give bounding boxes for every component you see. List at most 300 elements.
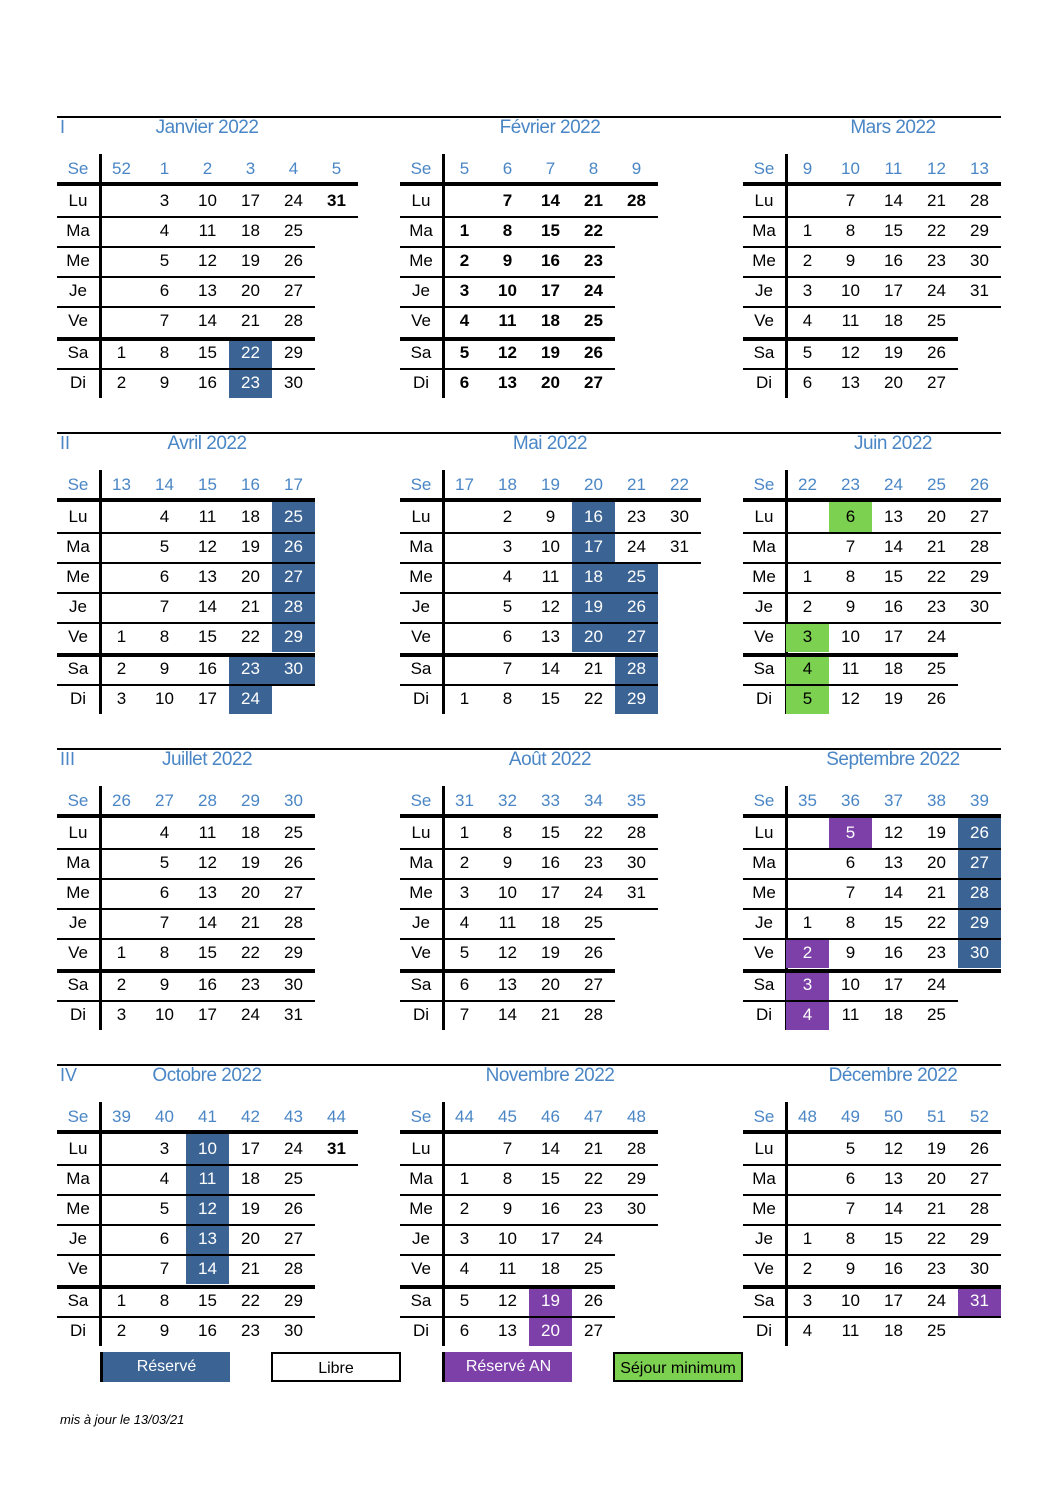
row-rule xyxy=(57,1254,315,1256)
day-cell: 14 xyxy=(541,659,560,678)
row-rule xyxy=(400,368,615,370)
day-cell: 4 xyxy=(159,507,170,526)
day-cell: 31 xyxy=(970,281,989,300)
week-number: 6 xyxy=(502,159,513,178)
day-cell: 13 xyxy=(884,853,903,872)
day-cell: 24 xyxy=(927,627,946,646)
day-cell: 8 xyxy=(502,689,513,708)
row-label-di: Di xyxy=(412,689,430,708)
row-rule xyxy=(57,592,315,594)
day-cell: 27 xyxy=(584,975,603,994)
row-rule xyxy=(400,878,658,880)
row-label-je: Je xyxy=(755,597,773,616)
header-rule xyxy=(400,182,658,186)
day-cell: 14 xyxy=(198,913,217,932)
day-cell: 14 xyxy=(884,1199,903,1218)
row-label-se: Se xyxy=(67,1107,89,1126)
day-cell: 11 xyxy=(498,311,517,330)
legend-minimum-stay: Séjour minimum xyxy=(613,1352,743,1382)
week-number: 13 xyxy=(112,475,131,494)
row-rule xyxy=(400,1224,658,1226)
day-cell: 13 xyxy=(198,567,217,586)
row-rule xyxy=(400,276,615,278)
row-label-sa: Sa xyxy=(67,659,89,678)
row-rule xyxy=(400,1194,658,1196)
row-label-di: Di xyxy=(755,1321,773,1340)
row-rule xyxy=(743,216,1001,218)
row-label-je: Je xyxy=(69,597,87,616)
day-cell: 6 xyxy=(459,1321,470,1340)
week-number: 4 xyxy=(288,159,299,178)
day-cell: 26 xyxy=(927,343,946,362)
day-cell: 9 xyxy=(502,853,513,872)
day-cell: 26 xyxy=(284,1199,303,1218)
day-cell: 18 xyxy=(572,562,615,592)
day-cell: 21 xyxy=(584,1139,603,1158)
week-number: 39 xyxy=(112,1107,131,1126)
row-label-je: Je xyxy=(412,281,430,300)
day-cell: 29 xyxy=(284,343,303,362)
row-label-lu: Lu xyxy=(754,507,774,526)
row-rule xyxy=(57,908,315,910)
row-rule xyxy=(400,562,701,564)
day-cell: 19 xyxy=(241,537,260,556)
day-cell: 27 xyxy=(272,562,315,592)
day-cell: 19 xyxy=(884,689,903,708)
week-number: 12 xyxy=(927,159,946,178)
month-title: Octobre 2022 xyxy=(152,1065,262,1086)
day-cell: 8 xyxy=(159,1291,170,1310)
day-cell: 22 xyxy=(229,338,272,368)
day-cell: 16 xyxy=(198,373,217,392)
row-label-lu: Lu xyxy=(411,1139,431,1158)
day-cell: 24 xyxy=(584,281,603,300)
row-label-me: Me xyxy=(409,567,433,586)
day-cell: 27 xyxy=(958,848,1001,878)
row-label-me: Me xyxy=(752,251,776,270)
day-cell: 22 xyxy=(241,943,260,962)
day-cell: 10 xyxy=(841,627,860,646)
day-cell: 7 xyxy=(502,1139,513,1158)
day-cell: 7 xyxy=(502,191,513,210)
day-cell: 10 xyxy=(498,281,517,300)
week-number: 18 xyxy=(498,475,517,494)
row-label-se: Se xyxy=(410,159,432,178)
row-label-ma: Ma xyxy=(66,1169,90,1188)
row-label-ve: Ve xyxy=(68,311,88,330)
day-cell: 2 xyxy=(116,1321,127,1340)
day-cell: 17 xyxy=(198,689,217,708)
row-rule xyxy=(57,562,315,564)
day-cell: 26 xyxy=(272,532,315,562)
day-cell: 20 xyxy=(541,373,560,392)
day-cell: 10 xyxy=(155,1005,174,1024)
row-rule xyxy=(57,1194,315,1196)
week-number: 13 xyxy=(970,159,989,178)
month-title: Mars 2022 xyxy=(850,117,936,138)
day-cell: 20 xyxy=(241,1229,260,1248)
day-cell: 24 xyxy=(229,684,272,714)
day-cell: 19 xyxy=(927,1139,946,1158)
week-number: 40 xyxy=(155,1107,174,1126)
weekend-rule xyxy=(57,969,315,973)
day-cell: 13 xyxy=(541,627,560,646)
row-rule xyxy=(743,684,958,686)
day-cell: 9 xyxy=(159,975,170,994)
day-cell: 8 xyxy=(502,1169,513,1188)
day-cell: 28 xyxy=(627,823,646,842)
header-rule xyxy=(743,498,1001,502)
day-cell: 27 xyxy=(615,622,658,652)
day-cell: 3 xyxy=(159,191,170,210)
day-cell: 9 xyxy=(159,373,170,392)
update-footnote: mis à jour le 13/03/21 xyxy=(60,1412,185,1427)
day-cell: 26 xyxy=(615,592,658,622)
day-cell: 24 xyxy=(284,1139,303,1158)
day-cell: 20 xyxy=(241,567,260,586)
day-cell: 3 xyxy=(459,1229,470,1248)
day-cell: 28 xyxy=(627,191,646,210)
day-cell: 4 xyxy=(502,567,513,586)
row-label-ve: Ve xyxy=(754,311,774,330)
row-label-di: Di xyxy=(69,373,87,392)
day-cell: 1 xyxy=(116,343,127,362)
day-cell: 21 xyxy=(541,1005,560,1024)
row-label-sa: Sa xyxy=(753,1291,775,1310)
day-cell: 9 xyxy=(845,943,856,962)
day-cell: 22 xyxy=(584,1169,603,1188)
day-cell: 8 xyxy=(159,943,170,962)
day-cell: 4 xyxy=(159,221,170,240)
day-cell: 5 xyxy=(159,853,170,872)
day-cell: 30 xyxy=(627,853,646,872)
row-label-ve: Ve xyxy=(754,943,774,962)
day-cell: 21 xyxy=(241,311,260,330)
day-cell: 28 xyxy=(615,654,658,684)
row-label-me: Me xyxy=(66,883,90,902)
day-cell: 4 xyxy=(802,311,813,330)
day-cell: 9 xyxy=(159,659,170,678)
row-label-je: Je xyxy=(412,1229,430,1248)
row-rule xyxy=(57,246,315,248)
day-cell: 1 xyxy=(116,943,127,962)
weekend-rule xyxy=(743,653,958,657)
week-number: 14 xyxy=(155,475,174,494)
day-cell: 5 xyxy=(802,343,813,362)
day-cell: 26 xyxy=(584,943,603,962)
day-cell: 24 xyxy=(584,1229,603,1248)
row-label-me: Me xyxy=(752,1199,776,1218)
day-cell: 20 xyxy=(927,1169,946,1188)
day-cell: 23 xyxy=(927,597,946,616)
weekend-rule xyxy=(400,337,615,341)
month-title: Novembre 2022 xyxy=(485,1065,615,1086)
day-cell: 17 xyxy=(541,1229,560,1248)
day-cell: 25 xyxy=(272,502,315,532)
header-rule xyxy=(743,814,1001,818)
day-cell: 5 xyxy=(502,597,513,616)
month-title: Août 2022 xyxy=(508,749,592,770)
row-label-lu: Lu xyxy=(411,191,431,210)
day-cell: 18 xyxy=(541,913,560,932)
day-cell: 28 xyxy=(272,592,315,622)
day-cell: 29 xyxy=(284,943,303,962)
day-cell: 31 xyxy=(284,1005,303,1024)
day-cell: 28 xyxy=(284,311,303,330)
day-cell: 31 xyxy=(327,1139,346,1158)
row-label-je: Je xyxy=(69,1229,87,1248)
day-cell: 25 xyxy=(284,221,303,240)
week-number: 47 xyxy=(584,1107,603,1126)
day-cell: 21 xyxy=(927,191,946,210)
day-cell: 11 xyxy=(498,1259,517,1278)
day-cell: 25 xyxy=(927,1321,946,1340)
week-number: 35 xyxy=(627,791,646,810)
day-cell: 5 xyxy=(159,1199,170,1218)
day-cell: 6 xyxy=(502,627,513,646)
day-cell: 29 xyxy=(970,567,989,586)
week-number: 21 xyxy=(627,475,646,494)
day-cell: 6 xyxy=(159,567,170,586)
row-label-sa: Sa xyxy=(753,975,775,994)
day-cell: 14 xyxy=(198,311,217,330)
day-cell: 31 xyxy=(958,1286,1001,1316)
week-number: 26 xyxy=(112,791,131,810)
row-rule xyxy=(400,1316,615,1318)
row-rule xyxy=(400,592,658,594)
header-rule xyxy=(743,1130,1001,1134)
month-title: Mai 2022 xyxy=(512,433,588,454)
row-label-sa: Sa xyxy=(410,1291,432,1310)
day-cell: 13 xyxy=(186,1224,229,1254)
day-cell: 23 xyxy=(584,251,603,270)
day-cell: 19 xyxy=(529,1286,572,1316)
day-cell: 16 xyxy=(884,1259,903,1278)
row-rule xyxy=(57,1224,315,1226)
row-rule xyxy=(743,532,1001,534)
day-cell: 16 xyxy=(884,251,903,270)
day-cell: 28 xyxy=(970,191,989,210)
row-label-ve: Ve xyxy=(411,943,431,962)
row-label-se: Se xyxy=(67,475,89,494)
day-cell: 17 xyxy=(572,532,615,562)
day-cell: 31 xyxy=(327,191,346,210)
day-cell: 23 xyxy=(229,654,272,684)
day-cell: 17 xyxy=(884,627,903,646)
day-cell: 1 xyxy=(116,1291,127,1310)
day-cell: 30 xyxy=(284,373,303,392)
row-label-se: Se xyxy=(410,791,432,810)
row-rule xyxy=(400,532,701,534)
day-cell: 13 xyxy=(498,975,517,994)
day-cell: 29 xyxy=(958,908,1001,938)
day-cell: 13 xyxy=(884,507,903,526)
row-rule xyxy=(743,1164,1001,1166)
row-label-je: Je xyxy=(412,597,430,616)
day-cell: 24 xyxy=(927,975,946,994)
day-cell: 16 xyxy=(198,1321,217,1340)
row-label-se: Se xyxy=(410,1107,432,1126)
row-label-me: Me xyxy=(752,883,776,902)
day-cell: 10 xyxy=(186,1134,229,1164)
row-label-ma: Ma xyxy=(409,1169,433,1188)
row-rule xyxy=(400,306,615,308)
row-label-je: Je xyxy=(755,913,773,932)
day-cell: 18 xyxy=(541,311,560,330)
day-cell: 15 xyxy=(541,1169,560,1188)
row-label-di: Di xyxy=(755,689,773,708)
day-cell: 22 xyxy=(927,221,946,240)
week-number: 46 xyxy=(541,1107,560,1126)
day-cell: 5 xyxy=(159,251,170,270)
day-cell: 12 xyxy=(498,343,517,362)
day-cell: 1 xyxy=(459,221,470,240)
row-label-ve: Ve xyxy=(754,1259,774,1278)
day-cell: 12 xyxy=(541,597,560,616)
day-cell: 28 xyxy=(584,1005,603,1024)
day-cell: 13 xyxy=(841,373,860,392)
day-cell: 5 xyxy=(459,1291,470,1310)
row-label-lu: Lu xyxy=(68,507,88,526)
day-cell: 29 xyxy=(627,1169,646,1188)
week-number: 44 xyxy=(327,1107,346,1126)
day-cell: 31 xyxy=(670,537,689,556)
week-number: 17 xyxy=(284,475,303,494)
day-cell: 18 xyxy=(241,823,260,842)
day-cell: 15 xyxy=(198,343,217,362)
day-cell: 19 xyxy=(541,343,560,362)
day-cell: 27 xyxy=(584,1321,603,1340)
row-rule xyxy=(743,592,1001,594)
day-cell: 10 xyxy=(841,281,860,300)
day-cell: 21 xyxy=(584,191,603,210)
row-rule xyxy=(400,1000,615,1002)
day-cell: 22 xyxy=(927,1229,946,1248)
day-cell: 1 xyxy=(802,1229,813,1248)
month-title: Septembre 2022 xyxy=(826,749,960,770)
day-cell: 18 xyxy=(884,1321,903,1340)
row-label-sa: Sa xyxy=(753,659,775,678)
row-label-se: Se xyxy=(67,791,89,810)
week-number: 37 xyxy=(884,791,903,810)
week-number: 23 xyxy=(841,475,860,494)
weekend-rule xyxy=(400,653,658,657)
header-rule xyxy=(400,814,658,818)
day-cell: 3 xyxy=(459,281,470,300)
row-label-lu: Lu xyxy=(411,823,431,842)
row-label-ma: Ma xyxy=(752,221,776,240)
day-cell: 27 xyxy=(284,281,303,300)
day-cell: 20 xyxy=(241,883,260,902)
day-cell: 9 xyxy=(159,1321,170,1340)
day-cell: 26 xyxy=(970,1139,989,1158)
day-cell: 10 xyxy=(198,191,217,210)
day-cell: 25 xyxy=(927,659,946,678)
row-label-je: Je xyxy=(69,281,87,300)
day-cell: 30 xyxy=(627,1199,646,1218)
row-rule xyxy=(743,622,1001,624)
day-cell: 19 xyxy=(927,823,946,842)
week-number: 42 xyxy=(241,1107,260,1126)
day-cell: 15 xyxy=(884,913,903,932)
day-cell: 3 xyxy=(459,883,470,902)
day-cell: 27 xyxy=(970,507,989,526)
week-number: 28 xyxy=(198,791,217,810)
week-number: 39 xyxy=(970,791,989,810)
day-cell: 21 xyxy=(927,537,946,556)
row-label-je: Je xyxy=(755,1229,773,1248)
day-cell: 8 xyxy=(502,221,513,240)
week-number: 48 xyxy=(798,1107,817,1126)
week-number: 2 xyxy=(202,159,213,178)
row-label-ma: Ma xyxy=(752,853,776,872)
day-cell: 12 xyxy=(841,343,860,362)
row-label-sa: Sa xyxy=(67,343,89,362)
day-cell: 4 xyxy=(159,1169,170,1188)
day-cell: 4 xyxy=(459,913,470,932)
day-cell: 24 xyxy=(284,191,303,210)
day-cell: 8 xyxy=(502,823,513,842)
row-rule xyxy=(57,216,358,218)
row-rule xyxy=(743,908,1001,910)
day-cell: 23 xyxy=(241,975,260,994)
day-cell: 7 xyxy=(502,659,513,678)
day-cell: 30 xyxy=(670,507,689,526)
day-cell: 22 xyxy=(927,567,946,586)
day-cell: 23 xyxy=(927,251,946,270)
day-cell: 26 xyxy=(584,1291,603,1310)
day-cell: 8 xyxy=(845,221,856,240)
row-rule xyxy=(57,532,315,534)
day-cell: 2 xyxy=(786,938,829,968)
day-cell: 4 xyxy=(786,654,829,684)
row-rule xyxy=(400,246,615,248)
row-label-se: Se xyxy=(753,159,775,178)
day-cell: 3 xyxy=(116,689,127,708)
quarter-label: I xyxy=(60,117,66,137)
row-label-se: Se xyxy=(753,791,775,810)
day-cell: 8 xyxy=(159,627,170,646)
day-cell: 26 xyxy=(927,689,946,708)
week-number: 3 xyxy=(245,159,256,178)
row-rule xyxy=(743,246,1001,248)
day-cell: 16 xyxy=(541,251,560,270)
row-label-me: Me xyxy=(66,1199,90,1218)
week-number: 30 xyxy=(284,791,303,810)
header-rule xyxy=(57,182,358,186)
day-cell: 6 xyxy=(845,853,856,872)
day-cell: 15 xyxy=(541,689,560,708)
row-rule xyxy=(743,1316,1001,1318)
day-cell: 12 xyxy=(884,1139,903,1158)
day-cell: 12 xyxy=(186,1194,229,1224)
day-cell: 20 xyxy=(572,622,615,652)
day-cell: 1 xyxy=(802,913,813,932)
day-cell: 25 xyxy=(284,1169,303,1188)
day-cell: 6 xyxy=(159,1229,170,1248)
row-label-ve: Ve xyxy=(754,627,774,646)
day-cell: 20 xyxy=(541,975,560,994)
day-cell: 9 xyxy=(845,597,856,616)
week-number: 29 xyxy=(241,791,260,810)
day-cell: 23 xyxy=(927,943,946,962)
day-cell: 23 xyxy=(229,368,272,398)
day-cell: 9 xyxy=(502,1199,513,1218)
day-cell: 7 xyxy=(159,913,170,932)
row-label-ma: Ma xyxy=(409,853,433,872)
row-label-ma: Ma xyxy=(66,853,90,872)
month-title: Février 2022 xyxy=(499,117,601,138)
